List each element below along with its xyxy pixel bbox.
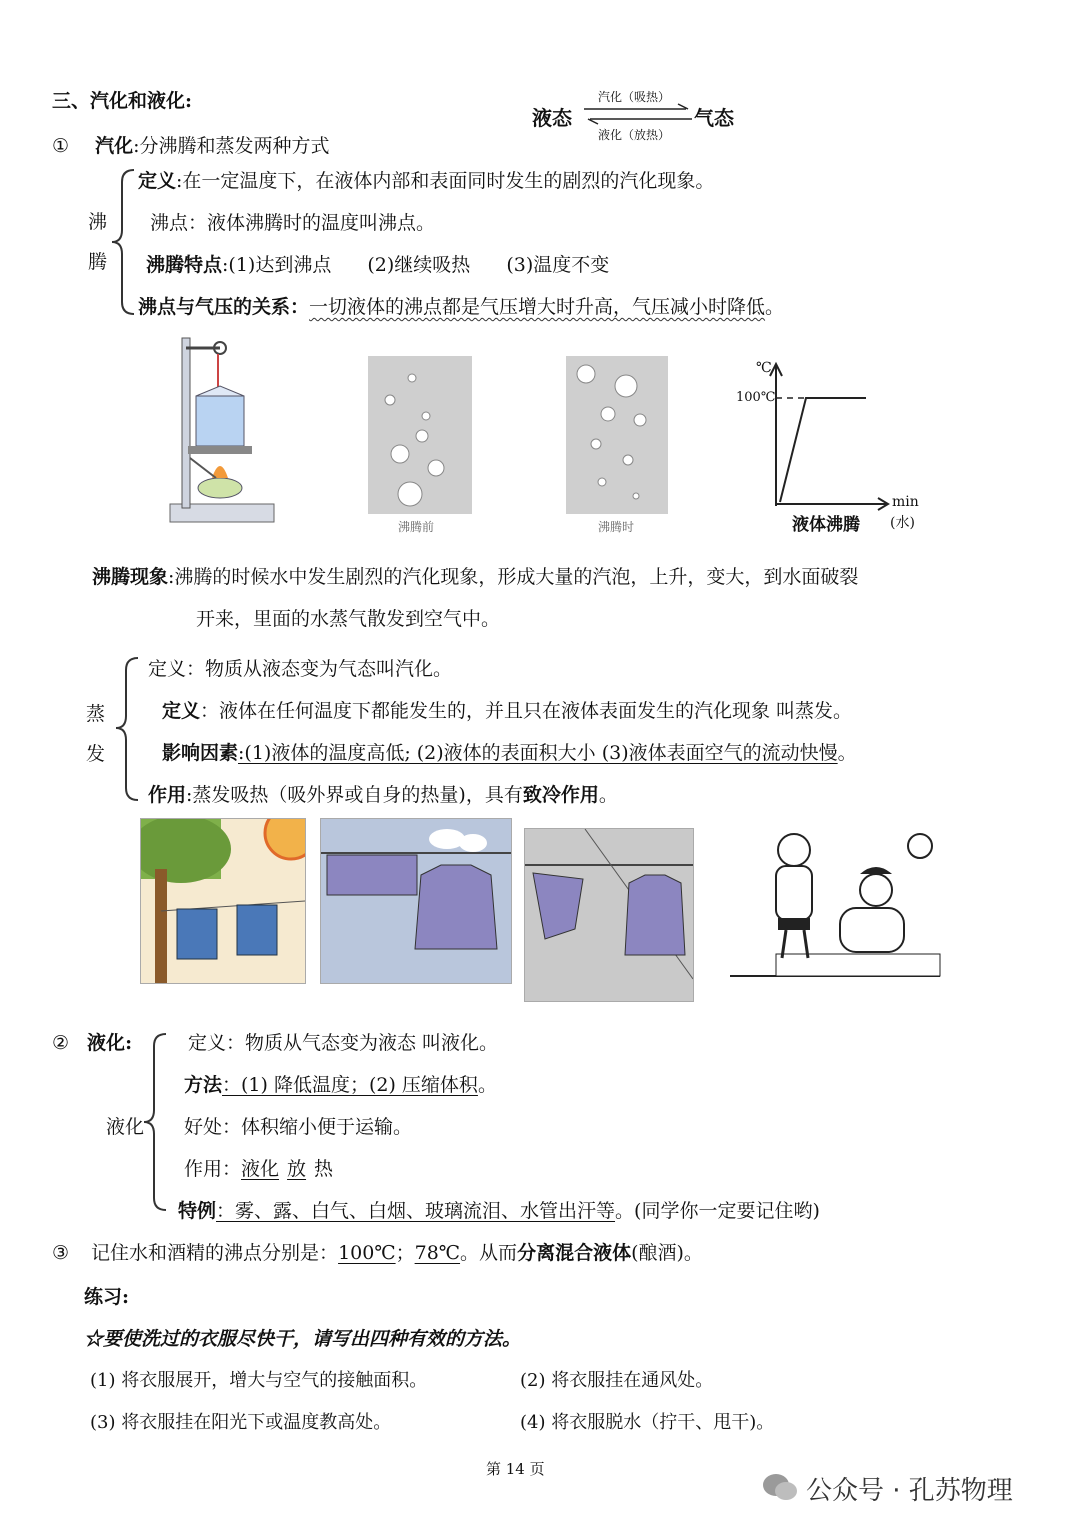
graph-x-sub: (水): [890, 515, 915, 531]
wind-drying-figure: [320, 818, 512, 984]
double-arrow-icon: [582, 102, 694, 126]
evaporation-brace: [112, 656, 142, 802]
evaporation-factors: 影响因素:(1)液体的温度高低; (2)液体的表面积大小 (3)液体表面空气的流动快慢。: [162, 742, 857, 764]
remember-line: ③ 记住水和酒精的沸点分别是：100℃；78℃。从而分离混合液体(酿酒)。: [52, 1242, 703, 1264]
graph-y-unit: ℃: [756, 360, 772, 376]
boiling-side-label: 沸 腾: [88, 211, 108, 273]
liquefaction-side-label: 液化: [106, 1116, 145, 1138]
watermark: [762, 1466, 1062, 1510]
practice-title: 练习:: [84, 1286, 130, 1308]
page-number: 第 14 页: [486, 1460, 545, 1478]
vaporization-definition: 定义：物质从液态变为气态叫汽化。: [148, 658, 453, 680]
boiling-phenomenon: 沸腾现象:沸腾的时候水中发生剧烈的汽化现象，形成大量的汽泡，上升，变大，到水面破裂: [92, 566, 859, 588]
liquefy-arrow-label: 液化（放热）: [598, 128, 671, 142]
during-boiling-caption: 沸腾时: [598, 520, 635, 534]
windy-clothes-figure: [524, 828, 694, 1002]
vaporize-arrow-label: 汽化（吸热）: [598, 90, 671, 104]
during-boiling-figure: [566, 356, 668, 514]
answer-2: (2) 将衣服挂在通风处。: [520, 1370, 714, 1391]
boiling-features: 沸腾特点:(1)达到沸点 (2)继续吸热 (3)温度不变: [146, 254, 610, 276]
liquefaction-method: 方法：(1) 降低温度；(2) 压缩体积。: [184, 1074, 497, 1096]
liquefaction-heading: ② 液化:: [52, 1032, 133, 1054]
liquefaction-definition: 定义：物质从气态变为液态 叫液化。: [188, 1032, 499, 1054]
evaporation-definition: 定义：液体在任何温度下都能发生的，并且只在液体表面发生的汽化现象 叫蒸发。: [162, 700, 853, 722]
graph-x-unit: min: [892, 494, 919, 510]
state-change-diagram: [532, 88, 742, 148]
wechat-icon: [762, 1472, 798, 1502]
before-boiling-caption: 沸腾前: [398, 520, 435, 534]
liquefaction-effect: 作用：液化 放 热: [184, 1158, 334, 1180]
vaporization-title: 汽化: [95, 135, 134, 157]
boiling-graph: [730, 356, 930, 536]
sun-drying-figure: [140, 818, 306, 984]
evaporation-effect: 作用:蒸发吸热（吸外界或自身的热量)，具有致冷作用。: [148, 784, 618, 806]
graph-y-tick: 100℃: [736, 390, 776, 405]
swimmer-figure: [730, 826, 944, 986]
item-number: ①: [52, 135, 70, 157]
liquefaction-brace: [140, 1032, 170, 1212]
liquid-label: 液态: [532, 106, 572, 130]
boiling-brace: [108, 168, 138, 316]
vaporization-desc: :分沸腾和蒸发两种方式: [133, 135, 330, 157]
liquefaction-examples: 特例：雾、露、白气、白烟、玻璃流泪、水管出汗等。(同学你一定要记住哟): [178, 1200, 820, 1222]
answer-4: (4) 将衣服脱水（拧干、甩干)。: [520, 1412, 775, 1433]
boiling-point-def: 沸点：液体沸腾时的温度叫沸点。: [150, 212, 436, 234]
boiling-definition: 定义:在一定温度下，在液体内部和表面同时发生的剧烈的汽化现象。: [138, 170, 715, 192]
graph-x-label: 液体沸腾: [792, 515, 860, 535]
liquefaction-benefit: 好处：体积缩小便于运输。: [184, 1116, 413, 1138]
answer-3: (3) 将衣服挂在阳光下或温度教高处。: [90, 1412, 392, 1433]
boiling-phenomenon-line2: 开来，里面的水蒸气散发到空气中。: [196, 608, 501, 630]
evaporation-side-label: 蒸 发: [86, 703, 106, 765]
gas-label: 气态: [694, 106, 734, 130]
section-title: 三、汽化和液化:: [52, 90, 193, 112]
watermark-text: 公众号 · 孔苏物理: [806, 1476, 1013, 1506]
practice-question: ☆要使洗过的衣服尽快干，请写出四种有效的方法。: [84, 1328, 522, 1350]
vaporization-heading: [52, 131, 330, 158]
boiling-apparatus-figure: [160, 328, 280, 534]
before-boiling-figure: [368, 356, 472, 514]
pressure-relation: 沸点与气压的关系：一切液体的沸点都是气压增大时升高，气压减小时降低。: [138, 296, 785, 318]
answer-1: (1) 将衣服展开，增大与空气的接触面积。: [90, 1370, 428, 1391]
